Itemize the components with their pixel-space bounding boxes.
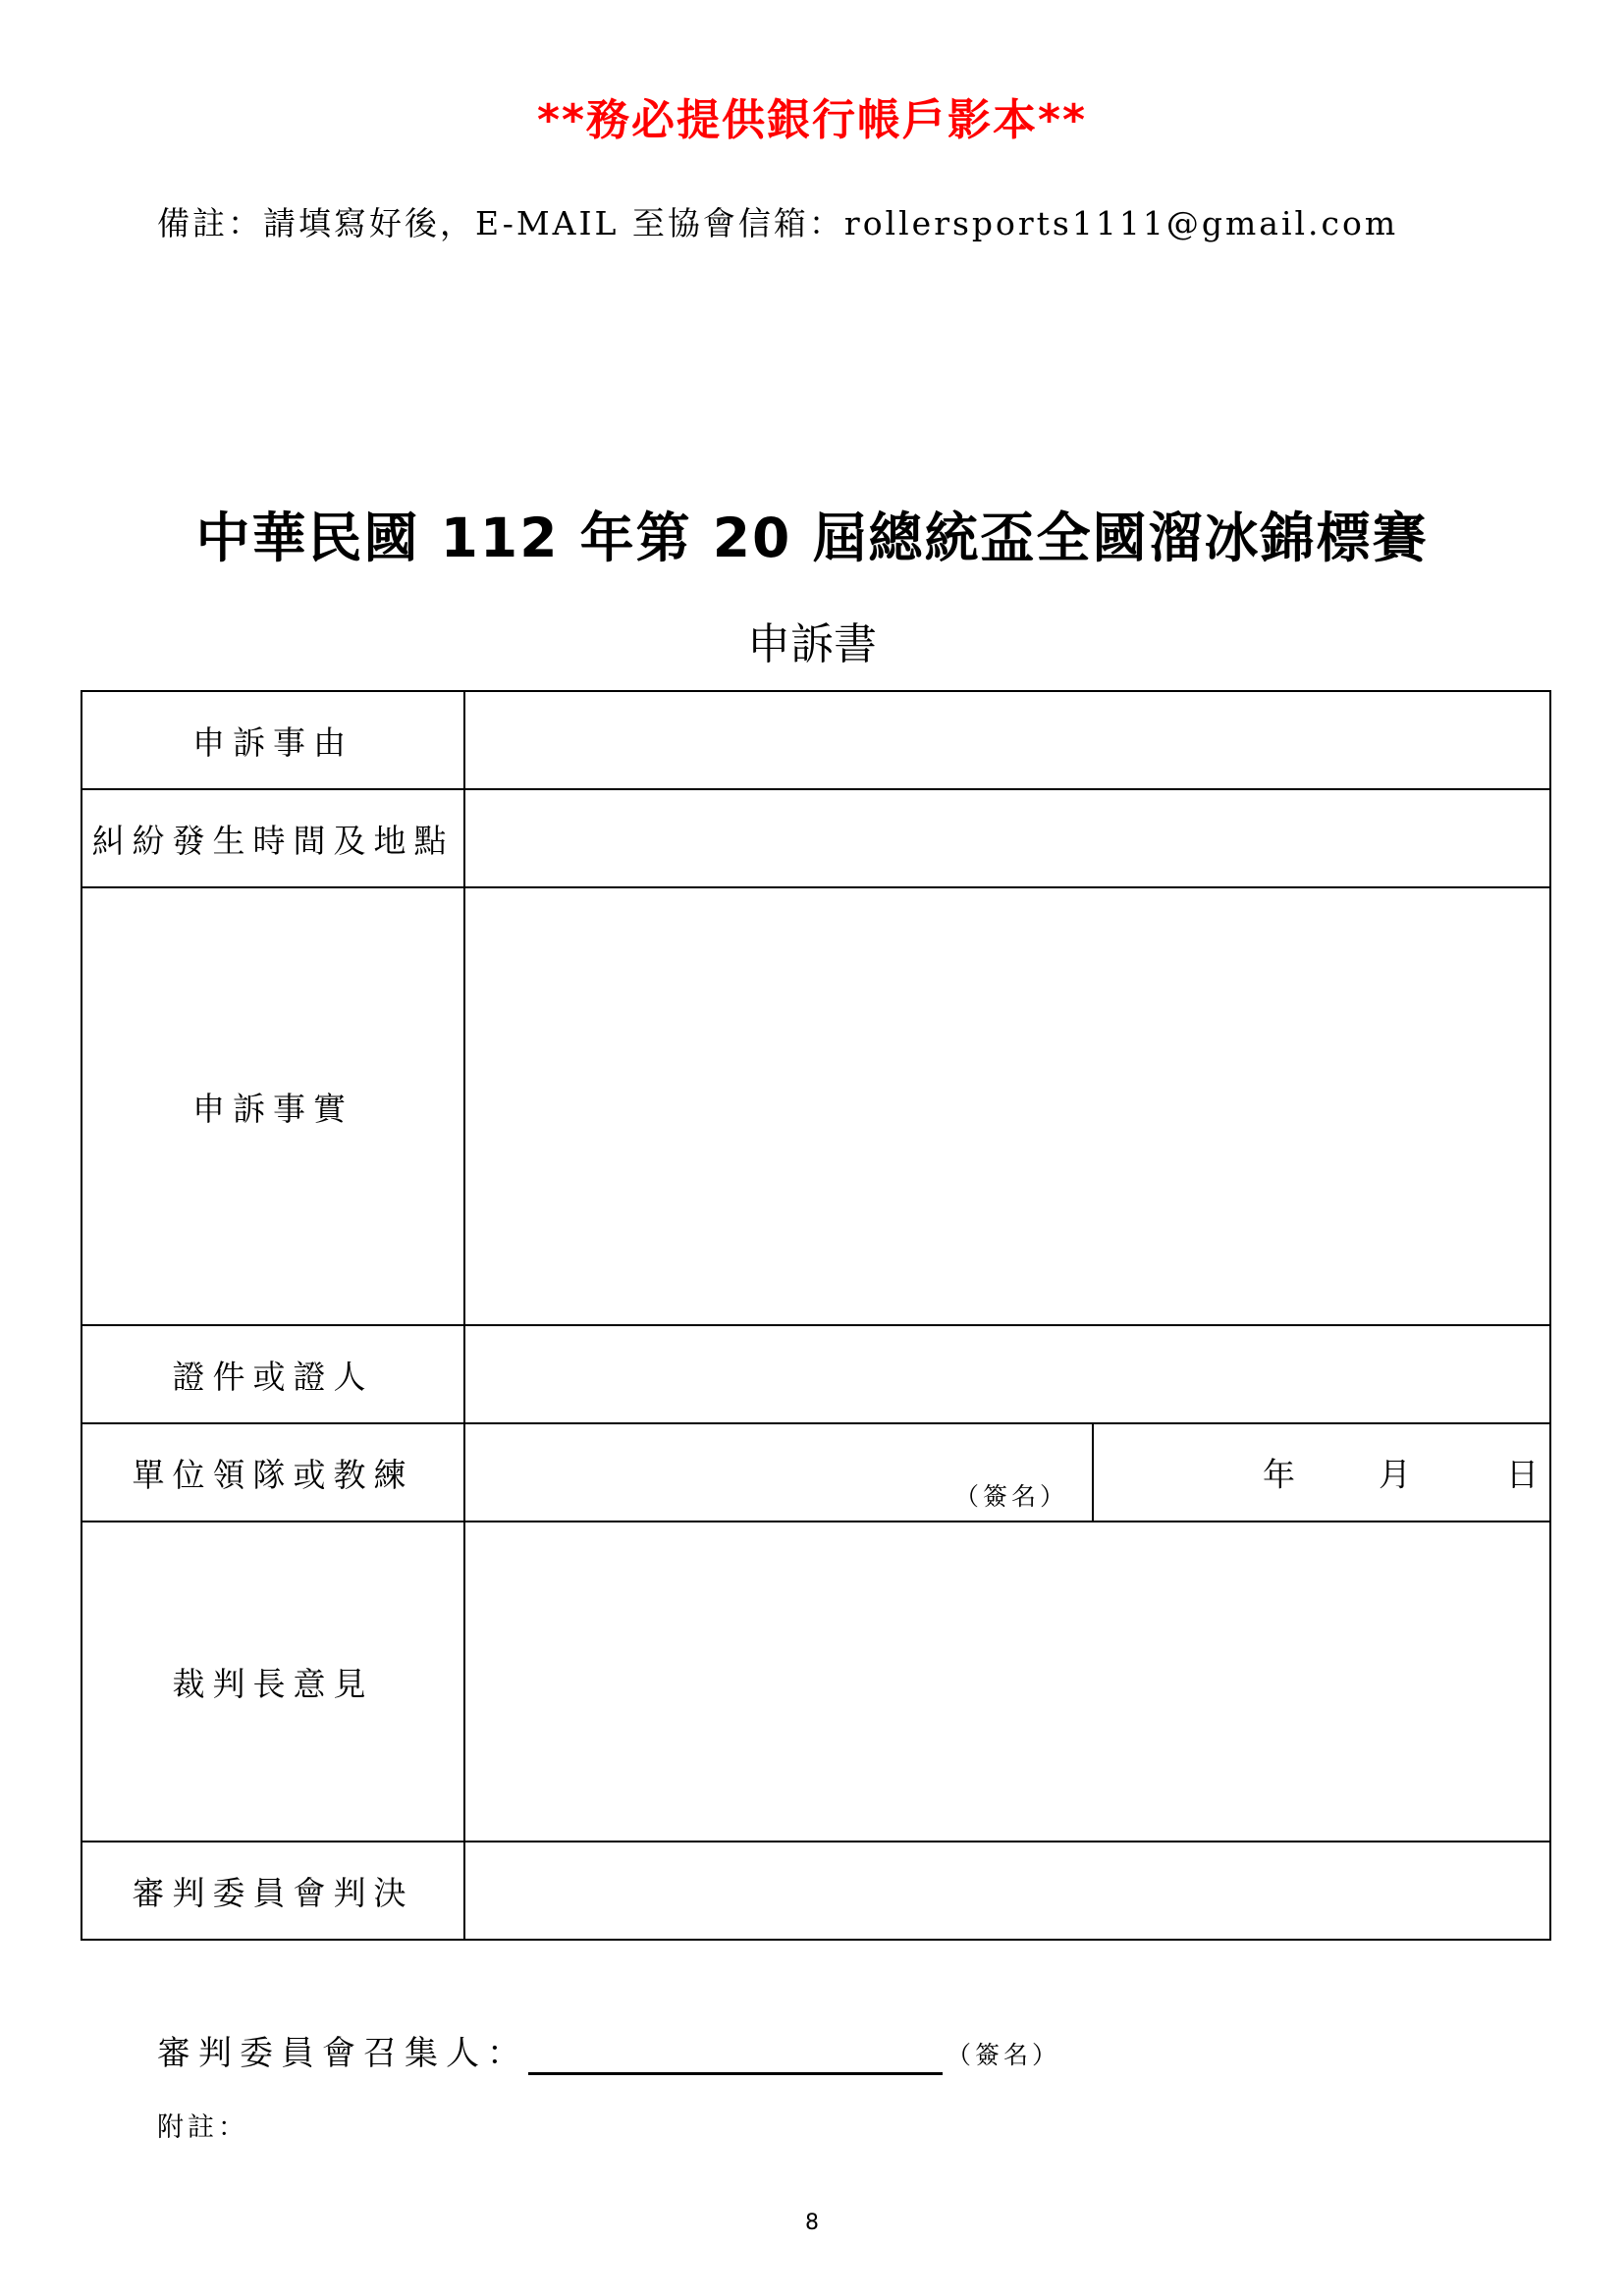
field-team-leader-signature[interactable]	[464, 1423, 1093, 1522]
complaint-form-table	[81, 690, 1551, 1941]
convener-signature-line[interactable]	[528, 2033, 943, 2075]
field-complaint-facts[interactable]	[464, 887, 1550, 1325]
row-jury-decision	[81, 1842, 1550, 1940]
field-date[interactable]	[1093, 1423, 1550, 1522]
field-evidence-witness[interactable]	[464, 1325, 1550, 1423]
field-chief-referee-opinion[interactable]	[464, 1522, 1550, 1842]
row-complaint-reason	[81, 691, 1550, 789]
label-team-leader-coach: 單位領隊或教練	[81, 1423, 464, 1522]
convener-label: 審判委員會召集人：	[157, 2034, 528, 2073]
row-team-leader-coach	[81, 1423, 1550, 1522]
document-subtitle: 申訴書	[747, 619, 877, 669]
annotation-label: 附註：	[157, 2112, 248, 2143]
convener-signature-block	[157, 2032, 1060, 2075]
field-jury-decision[interactable]	[464, 1842, 1550, 1940]
date-day-label: 日	[1506, 1455, 1539, 1494]
field-dispute-time-place[interactable]	[464, 789, 1550, 887]
signature-note: （簽名）	[953, 1482, 1068, 1511]
label-jury-decision: 審判委員會判決	[81, 1842, 464, 1940]
convener-signature-note: （簽名）	[947, 2041, 1061, 2069]
label-chief-referee-opinion: 裁判長意見	[81, 1522, 464, 1842]
label-dispute-time-place: 糾紛發生時間及地點	[81, 789, 464, 887]
document-title: 中華民國 112 年第 20 屆總統盃全國溜冰錦標賽	[195, 507, 1429, 569]
label-evidence-witness: 證件或證人	[81, 1325, 464, 1423]
row-evidence-witness	[81, 1325, 1550, 1423]
page-number: 8	[805, 2211, 819, 2235]
notice-banner: **務必提供銀行帳戶影本**	[536, 95, 1088, 145]
row-complaint-facts	[81, 887, 1550, 1325]
row-chief-referee-opinion	[81, 1522, 1550, 1842]
date-month-label: 月	[1379, 1455, 1411, 1494]
label-complaint-facts: 申訴事實	[81, 887, 464, 1325]
date-year-label: 年	[1263, 1455, 1295, 1494]
remark-text: 備註：請填寫好後，E-MAIL 至協會信箱：rollersports1111@gmail.com	[157, 204, 1399, 242]
field-complaint-reason[interactable]	[464, 691, 1550, 789]
label-complaint-reason: 申訴事由	[81, 691, 464, 789]
row-dispute-time-place	[81, 789, 1550, 887]
